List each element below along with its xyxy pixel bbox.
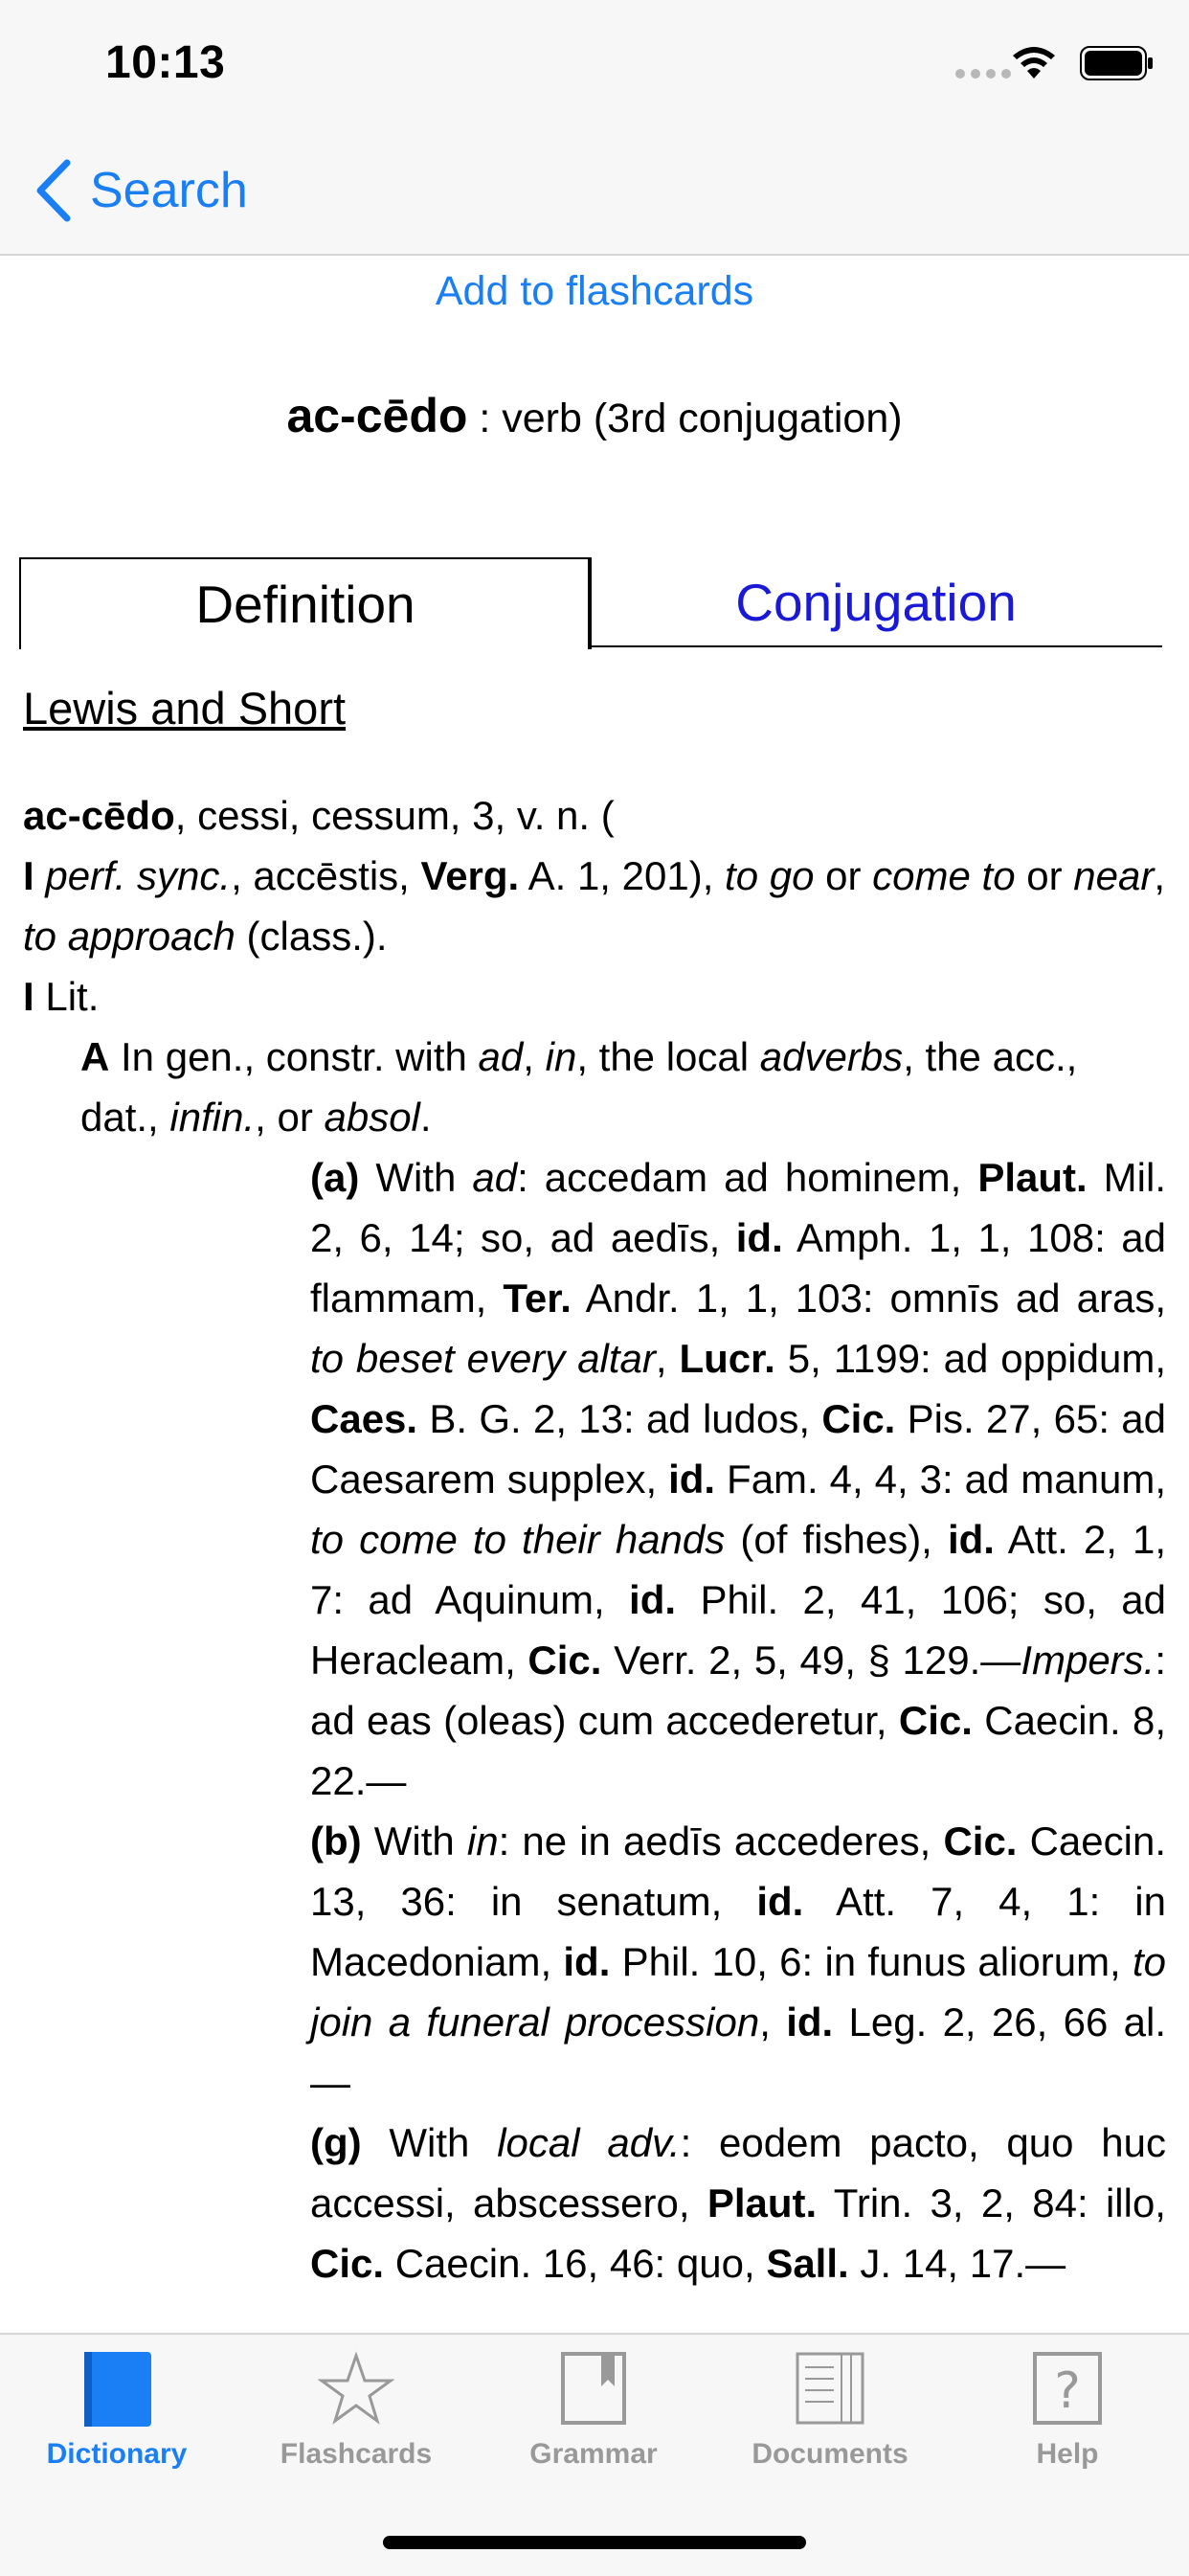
subsense-b: (b) With in: ne in aedīs accederes, Cic. Caecin. 13, 36: in senatum, id. Att. 7, 4, 1: in Macedoniam, id. Phil. 10, 6: in funus aliorum, to join a funeral procession, id. Leg. 2, 26, 66 al.— — [310, 1819, 1167, 2105]
part-of-speech: verb (3rd conjugation) — [502, 395, 903, 441]
tab-help[interactable]: ? Help — [962, 2348, 1173, 2511]
back-button[interactable] — [34, 157, 248, 224]
chevron-left-icon — [34, 159, 73, 222]
source-title: Lewis and Short — [23, 683, 347, 734]
headword-separator: : — [479, 395, 503, 441]
tab-flashcards[interactable]: Flashcards — [251, 2348, 461, 2511]
segment-tabs — [19, 557, 1162, 649]
entry-line-3: I Lit. — [23, 974, 100, 1019]
entry-line-2: I perf. sync., accēstis, Verg. A. 1, 201), to go or come to or near, to approach (class.). — [23, 853, 1165, 959]
svg-text:?: ? — [1054, 2362, 1081, 2420]
status-time: 10:13 — [105, 37, 226, 88]
headword: ac-cēdo — [286, 389, 468, 442]
star-icon — [318, 2348, 394, 2429]
tab-definition[interactable]: Definition — [19, 557, 592, 649]
documents-icon — [792, 2348, 868, 2429]
entry-line-1: ac-cēdo, cessi, cessum, 3, v. n. ( — [23, 793, 615, 838]
bookmark-book-icon — [555, 2348, 632, 2429]
question-icon — [1029, 2348, 1106, 2429]
headword-line — [0, 388, 1189, 443]
home-indicator — [383, 2536, 806, 2549]
tab-grammar[interactable]: Grammar — [488, 2348, 699, 2511]
subsense-a: (a) With ad: accedam ad hominem, Plaut. Mil. 2, 6, 14; so, ad aedīs, id. Amph. 1, 1, 108: ad flammam, Ter. Andr. 1, 1, 103: omnīs ad aras, to beset every altar, Lucr. 5, 1199: ad oppidum, Caes. B. G. 2, 13: ad ludos, Cic. Pis. 27, 65: ad Caesarem supplex, id. Fam. 4, 4, 3: ad manum, to come to their hands (of fishes), id. Att. 2, 1, 7: ad Aquinum, id. Phil. 2, 41, 106; so, ad Heracleam, Cic. Verr. 2, 5, 49, § 129.—Impers.: ad eas (oleas) cum accederetur, Cic. Caecin. 8, 22.— — [310, 1155, 1167, 1803]
wifi-icon — [1009, 42, 1059, 80]
signal-icon — [955, 69, 1011, 79]
top-bar — [0, 0, 1189, 256]
sense-a: A In gen., constr. with ad, in, the local adverbs, the acc., dat., infin., or absol. — [80, 1034, 1078, 1140]
definition-entry — [23, 785, 1166, 2294]
tab-conjugation[interactable]: Conjugation — [735, 573, 1017, 632]
tab-documents[interactable]: Documents — [725, 2348, 935, 2511]
tab-dictionary[interactable]: Dictionary — [11, 2348, 222, 2511]
definition-content — [0, 785, 1189, 2331]
back-label: Search — [90, 163, 248, 218]
subsense-g: (g) With local adv.: eodem pacto, quo huc accessi, abscessero, Plaut. Trin. 3, 2, 84: illo, Cic. Caecin. 16, 46: quo, Sall. J. 14, 17.— — [310, 2120, 1166, 2286]
book-icon — [79, 2348, 155, 2429]
add-to-flashcards-button[interactable]: Add to flashcards — [435, 268, 754, 314]
battery-icon — [1080, 46, 1155, 80]
